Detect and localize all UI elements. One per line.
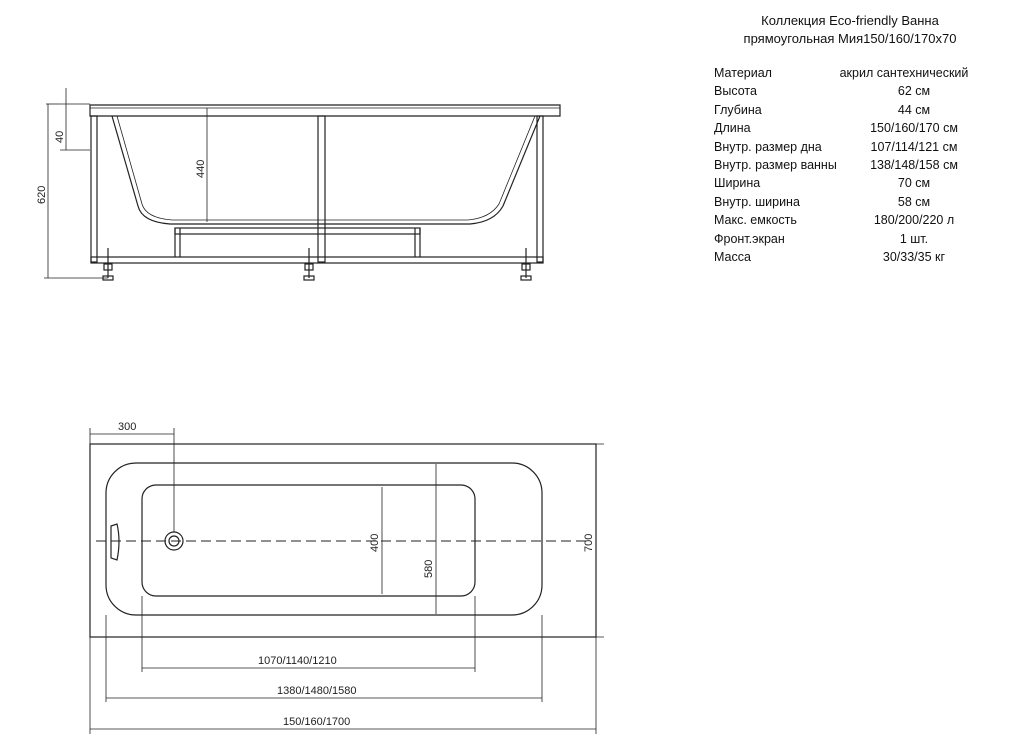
spec-label: Высота — [714, 84, 757, 99]
dim-rim-label: 40 — [54, 130, 66, 143]
spec-value: 58 см — [897, 194, 931, 209]
spec-label: Макс. емкость — [714, 213, 797, 228]
dim-length-label: 150/160/1700 — [283, 716, 351, 728]
adjustable-feet — [103, 248, 531, 280]
spec-row-width — [714, 174, 994, 192]
frame-bottom-rail — [91, 257, 543, 263]
spec-value: 107/114/121 см — [870, 139, 958, 154]
product-title — [700, 12, 1000, 48]
frame-post-middle — [318, 116, 325, 262]
side-view — [44, 88, 560, 280]
spec-value: 44 см — [897, 102, 931, 117]
tub-outline — [90, 444, 596, 637]
specs-table — [714, 64, 994, 266]
spec-value: 30/33/35 кг — [882, 249, 946, 264]
tub-body — [112, 116, 540, 224]
overflow-icon — [111, 524, 119, 560]
dim-bottom-length-label: 1070/1140/1210 — [258, 655, 337, 667]
tub-inner-basin — [106, 463, 542, 615]
spec-label: Материал — [714, 66, 772, 80]
spec-row-depth — [714, 101, 994, 119]
spec-row-height — [714, 82, 994, 100]
dim-drain-offset-label: 300 — [118, 421, 137, 433]
dim-height-label: 620 — [36, 185, 48, 204]
dim-bottom-width-label: 400 — [369, 533, 381, 552]
spec-label: Глубина — [714, 102, 762, 117]
tub-rim — [90, 105, 560, 116]
title-line-2: прямоугольная Мия150/160/170x70 — [743, 31, 957, 46]
frame-leg-right — [537, 116, 543, 262]
spec-value: 62 см — [897, 84, 931, 99]
spec-row-inner-width — [714, 193, 994, 211]
dim-depth-label: 440 — [195, 159, 207, 178]
spec-label: Длина — [714, 121, 751, 136]
dim-width-label: 700 — [583, 533, 595, 552]
spec-value: 150/160/170 см — [870, 121, 958, 136]
spec-value: 1 шт. — [899, 231, 929, 246]
spec-row-length — [714, 119, 994, 137]
spec-value: акрил сантехнический — [839, 66, 969, 80]
spec-label: Внутр. размер ванны — [714, 157, 837, 172]
dim-inner-width-label: 580 — [423, 559, 435, 578]
spec-row-material — [714, 64, 994, 82]
spec-row-capacity — [714, 211, 994, 229]
dim-rim-lines — [46, 88, 90, 150]
tub-bottom — [142, 485, 475, 596]
spec-row-weight — [714, 248, 994, 266]
spec-label: Масса — [714, 249, 751, 264]
spec-row-inner-size — [714, 156, 994, 174]
dim-height-lines — [44, 104, 108, 278]
spec-label: Фронт.экран — [714, 231, 785, 246]
spec-label: Внутр. ширина — [714, 194, 800, 209]
frame-leg-left — [91, 116, 97, 262]
frame-cross-support — [175, 228, 420, 234]
spec-row-front-panel — [714, 230, 994, 248]
title-line-1: Коллекция Eco-friendly Ванна — [761, 13, 939, 28]
spec-label: Внутр. размер дна — [714, 139, 822, 154]
dim-inner-length-label: 1380/1480/1580 — [277, 685, 357, 697]
spec-row-bottom-size — [714, 138, 994, 156]
spec-value: 70 см — [897, 176, 931, 191]
spec-label: Ширина — [714, 176, 761, 191]
spec-value: 138/148/158 см — [870, 157, 958, 172]
spec-value: 180/200/220 л — [873, 213, 955, 228]
